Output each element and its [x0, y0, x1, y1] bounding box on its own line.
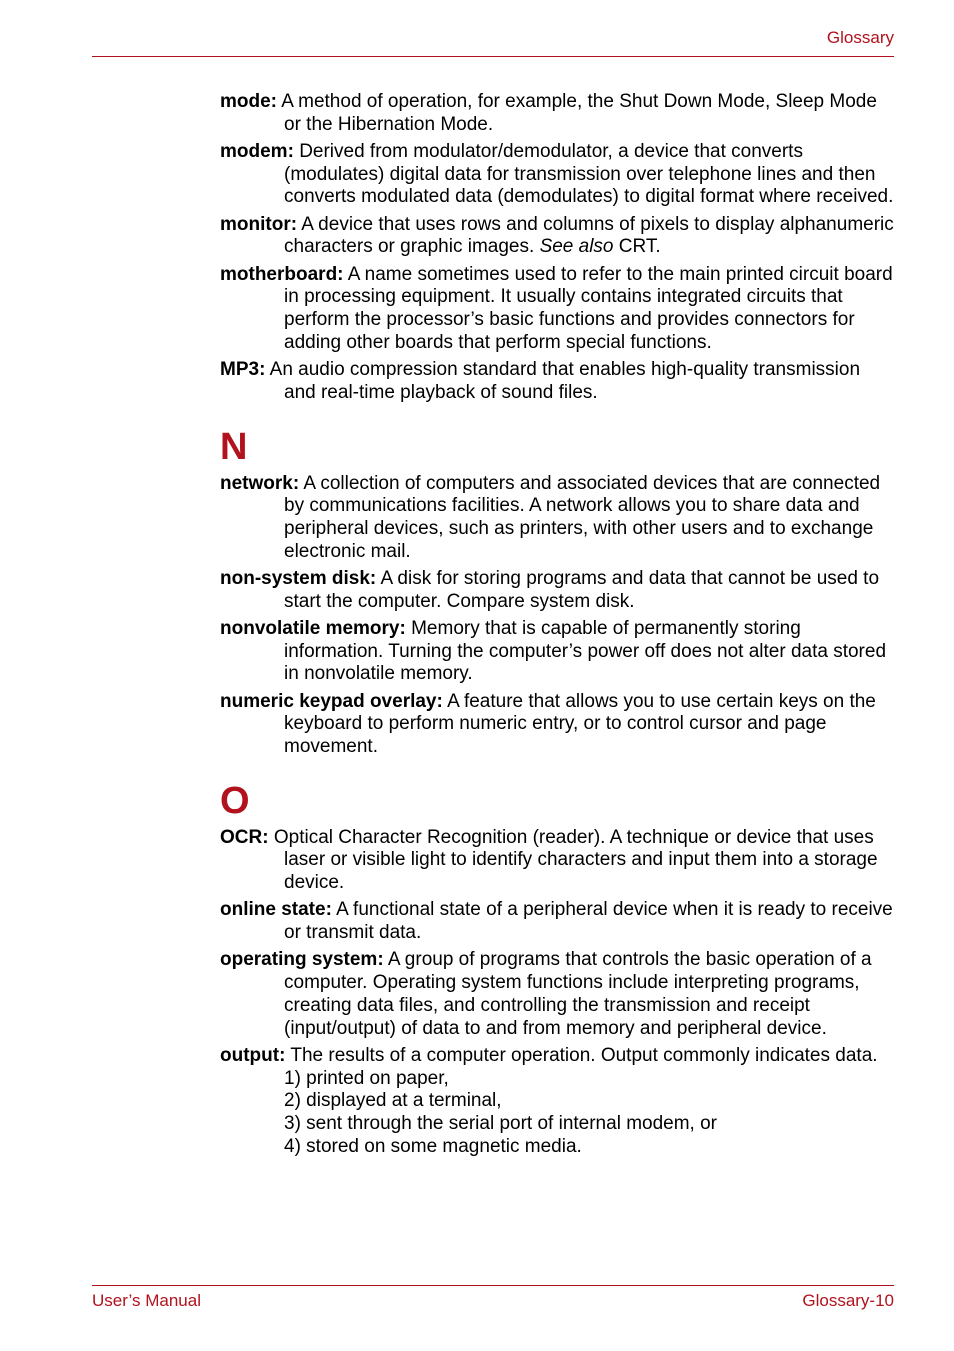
glossary-term: output:	[220, 1044, 286, 1066]
glossary-entry	[220, 691, 896, 759]
section-heading-o: O	[220, 779, 250, 822]
see-also-label: See also	[539, 236, 614, 258]
glossary-entry	[220, 91, 896, 136]
glossary-term: non-system disk:	[220, 567, 377, 589]
glossary-definition: Optical Character Recognition (reader). A technique or device that uses laser or visible light to identify characters and input them into a storage device.	[273, 826, 878, 894]
glossary-definition: Memory that is capable of permanently storing information. Turning the computer’s power off does not alter data stored in nonvolatile memory.	[284, 617, 887, 685]
glossary-entry	[220, 949, 896, 1040]
output-list-item: 2) displayed at a terminal,	[284, 1090, 502, 1112]
footer-manual-title: User’s Manual	[92, 1291, 201, 1310]
footer-page-number: Glossary-10	[802, 1291, 894, 1310]
glossary-term: motherboard:	[220, 263, 344, 285]
glossary-entry	[220, 214, 896, 259]
footer-divider	[92, 1285, 894, 1286]
glossary-term: online state:	[220, 899, 332, 921]
glossary-definition: A feature that allows you to use certain keys on the keyboard to perform numeric entry, or to control cursor and page movement.	[284, 690, 876, 758]
glossary-definition: A functional state of a peripheral device when it is ready to receive or transmit data.	[284, 899, 893, 944]
glossary-entry	[220, 359, 896, 404]
glossary-entry	[220, 1045, 896, 1159]
glossary-entry	[220, 568, 896, 613]
glossary-definition: An audio compression standard that enables high-quality transmission and real-time playback of sound files.	[269, 359, 861, 403]
glossary-entry	[220, 827, 896, 895]
section-heading-n: N	[220, 425, 248, 468]
glossary-definition: The results of a computer operation. Output commonly indicates data.	[290, 1044, 878, 1066]
glossary-term: numeric keypad overlay:	[220, 690, 443, 712]
glossary-term: OCR:	[220, 826, 269, 848]
output-list-item: 4) stored on some magnetic media.	[284, 1135, 582, 1157]
glossary-entry	[220, 141, 896, 209]
glossary-term: monitor:	[220, 213, 298, 235]
glossary-definition: A method of operation, for example, the Shut Down Mode, Sleep Mode or the Hibernation Mode.	[281, 91, 877, 135]
glossary-entry	[220, 264, 896, 355]
page-header-title: Glossary	[826, 28, 894, 47]
glossary-entry	[220, 899, 896, 944]
glossary-definition: A disk for storing programs and data that cannot be used to start the computer. Compare system disk.	[284, 567, 880, 612]
glossary-entry	[220, 618, 896, 686]
glossary-definition: A name sometimes used to refer to the main printed circuit board in processing equipment. It usually contains integrated circuits that perform the processor’s basic functions and provides connectors for adding other boards that perform special functions.	[284, 263, 893, 353]
glossary-definition: A group of programs that controls the basic operation of a computer. Operating system functions include interpreting programs, creating data files, and controlling the transmission and receipt (input/output) of data to and from memory and peripheral device.	[284, 949, 872, 1039]
glossary-term: modem:	[220, 141, 294, 162]
glossary-content	[220, 91, 896, 1163]
see-also-target: CRT.	[618, 236, 661, 258]
glossary-term: network:	[220, 472, 300, 494]
glossary-definition: A device that uses rows and columns of pixels to display alphanumeric characters or graphic images.	[284, 213, 894, 258]
glossary-definition: Derived from modulator/demodulator, a device that converts (modulates) digital data for transmission over telephone lines and then converts modulated data (demodulates) to digital format where received.	[284, 141, 894, 208]
glossary-term: mode:	[220, 91, 277, 112]
glossary-term: nonvolatile memory:	[220, 617, 406, 639]
output-list-item: 3) sent through the serial port of internal modem, or	[284, 1112, 718, 1134]
glossary-term: MP3:	[220, 359, 266, 381]
glossary-term: operating system:	[220, 949, 384, 971]
glossary-definition: A collection of computers and associated devices that are connected by communications facilities. A network allows you to share data and peripheral devices, such as printers, with other users and to exchange electronic mail.	[284, 472, 881, 562]
output-list-item: 1) printed on paper,	[284, 1067, 449, 1089]
header-divider	[92, 56, 894, 57]
glossary-entry	[220, 473, 896, 564]
